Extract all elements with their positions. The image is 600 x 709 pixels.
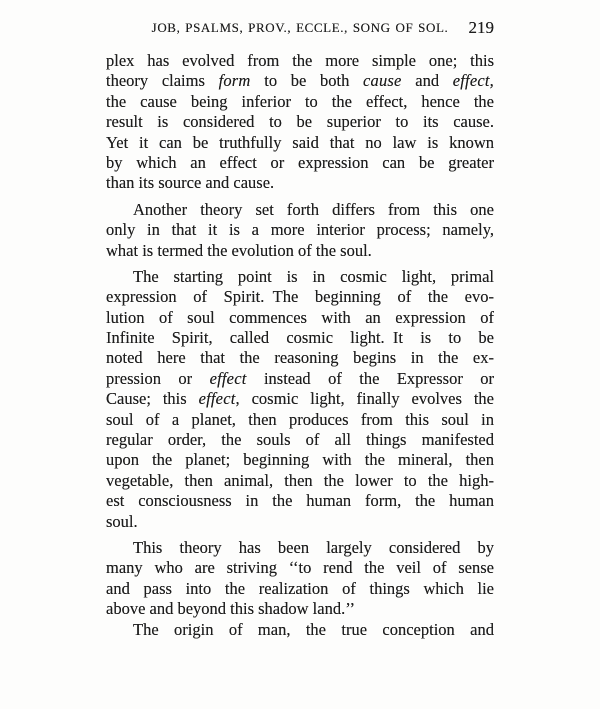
text-line: Cause; this effect, cosmic light, finally evolves the <box>106 389 494 409</box>
text-line: Infinite Spirit, called cosmic light. It is to be <box>106 328 494 348</box>
text-line: regular order, the souls of all things manifested <box>106 430 494 450</box>
text-line: Yet it can be truthfully said that no law is known <box>106 132 494 152</box>
text-line: pression or effect instead of the Expressor or <box>106 368 494 388</box>
paragraph <box>106 200 494 261</box>
text-line: upon the planet; beginning with the mineral, then <box>106 450 494 470</box>
paragraph <box>106 538 494 620</box>
paragraph <box>106 620 494 640</box>
text-line: The starting point is in cosmic light, primal <box>133 266 494 286</box>
text-line: many who are striving ‘‘to rend the veil of sense <box>106 558 494 578</box>
text-line: expression of Spirit. The beginning of the evo- <box>106 287 494 307</box>
text-line: The origin of man, the true conception and <box>133 619 494 639</box>
text-line: above and beyond this shadow land.’’ <box>106 599 355 619</box>
text-line: result is considered to be superior to its cause. <box>106 112 494 132</box>
text-line: noted here that the reasoning begins in the ex- <box>106 348 494 368</box>
text-line: vegetable, then animal, then the lower to the high- <box>106 470 494 490</box>
paragraph <box>106 267 494 532</box>
text-line: est consciousness in the human form, the human <box>106 491 494 511</box>
text-line: lution of soul commences with an expression of <box>106 307 494 327</box>
text-line: than its source and cause. <box>106 173 275 193</box>
text-line: and pass into the realization of things which lie <box>106 578 494 598</box>
text-line: Another theory set forth differs from this one <box>133 199 494 219</box>
text-line: soul. <box>106 511 138 531</box>
text-line: plex has evolved from the more simple one; this <box>106 51 494 70</box>
paragraph <box>106 51 494 194</box>
text-line: the cause being inferior to the effect, hence the <box>106 91 494 111</box>
running-head-title: JOB, PSALMS, PROV., ECCLE., SONG OF SOL. <box>151 20 449 35</box>
page-number: 219 <box>468 18 494 37</box>
page-text <box>106 51 494 640</box>
text-line: This theory has been largely considered by <box>133 537 494 557</box>
text-line: by which an effect or expression can be greater <box>106 152 494 172</box>
text-line: what is termed the evolution of the soul. <box>106 240 372 260</box>
running-head <box>106 20 494 36</box>
text-line: only in that it is a more interior process; namely, <box>106 220 494 240</box>
text-line: theory claims form to be both cause and effect, <box>106 71 494 91</box>
text-line: soul of a planet, then produces from this soul in <box>106 409 494 429</box>
